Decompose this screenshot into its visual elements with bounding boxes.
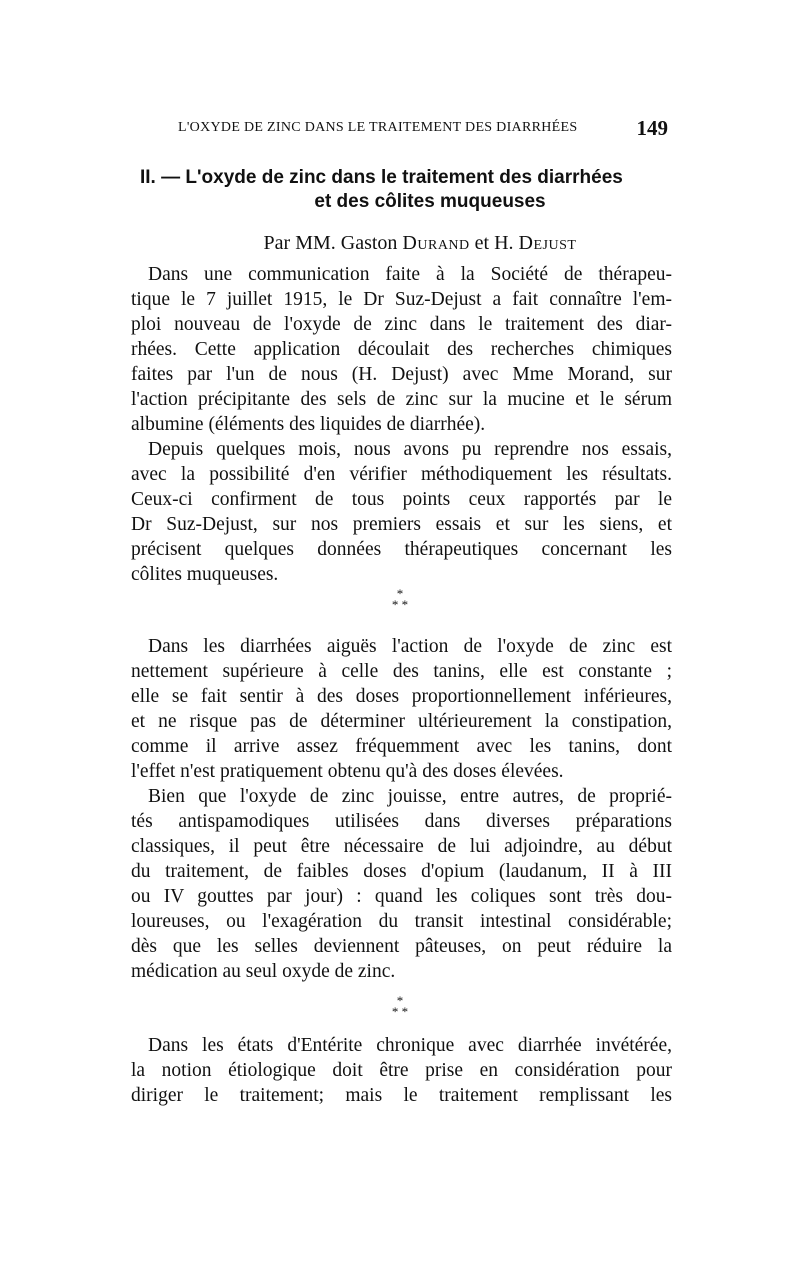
section-separator bbox=[380, 588, 420, 610]
author-name: Dejust bbox=[518, 232, 577, 254]
text-line: Dans les diarrhées aiguës l'action de l'oxyde de zinc est bbox=[148, 636, 672, 657]
article-heading bbox=[140, 166, 675, 214]
separator-star: * bbox=[396, 586, 404, 601]
paragraph bbox=[131, 262, 672, 437]
paragraph bbox=[131, 634, 672, 784]
text-line: albumine (éléments des liquides de diarrhée). bbox=[131, 414, 486, 435]
text-line: Dr Suz-Dejust, sur nos premiers essais et sur les siens, et bbox=[131, 514, 672, 535]
text-line: elle se fait sentir à des doses proportionnellement inférieures, bbox=[131, 686, 672, 707]
text-line: l'action précipitante des sels de zinc sur la mucine et le sérum bbox=[131, 389, 672, 410]
section-separator bbox=[380, 995, 420, 1017]
text-line: ou IV gouttes par jour) : quand les coliques sont très dou- bbox=[131, 886, 672, 907]
text-line: l'effet n'est pratiquement obtenu qu'à des doses élevées. bbox=[131, 761, 564, 782]
text-line: Dans les états d'Entérite chronique avec diarrhée invétérée, bbox=[148, 1035, 672, 1056]
text-line: tés antispamodiques utilisées dans diverses préparations bbox=[131, 811, 672, 832]
text-line: précisent quelques données thérapeutiques concernant les bbox=[131, 539, 672, 560]
text-line: classiques, il peut être nécessaire de lui adjoindre, au début bbox=[131, 836, 672, 857]
text-line: diriger le traitement; mais le traitement remplissant les bbox=[131, 1085, 672, 1106]
text-line: ploi nouveau de l'oxyde de zinc dans le traitement des diar- bbox=[131, 314, 672, 335]
text-line: Bien que l'oxyde de zinc jouisse, entre autres, de proprié- bbox=[148, 786, 672, 807]
text-line: la notion étiologique doit être prise en considération pour bbox=[131, 1060, 672, 1081]
text-line: Dans une communication faite à la Société de thérapeu- bbox=[148, 264, 672, 285]
running-title: L'OXYDE DE ZINC DANS LE TRAITEMENT DES DIARRHÉES bbox=[178, 120, 578, 135]
running-head bbox=[178, 116, 668, 140]
separator-stars: * * bbox=[391, 1004, 409, 1019]
heading-line: II. — L'oxyde de zinc dans le traitement des diarrhées bbox=[140, 167, 623, 188]
byline-prefix: Par MM. Gaston bbox=[263, 232, 398, 254]
text-line: rhées. Cette application découlait des recherches chimiques bbox=[131, 339, 672, 360]
text-line: Ceux-ci confirment de tous points ceux rapportés par le bbox=[131, 489, 672, 510]
text-line: et ne risque pas de déterminer ultérieurement la constipation, bbox=[131, 711, 672, 732]
separator-stars: * * bbox=[391, 597, 409, 612]
byline bbox=[0, 232, 800, 255]
author-name: Durand bbox=[402, 232, 470, 254]
text-line: faites par l'un de nous (H. Dejust) avec Mme Morand, sur bbox=[131, 364, 672, 385]
text-line: Depuis quelques mois, nous avons pu reprendre nos essais, bbox=[148, 439, 672, 460]
separator-star: * bbox=[396, 993, 404, 1008]
text-line: avec la possibilité d'en vérifier méthodiquement les résultats. bbox=[131, 464, 672, 485]
text-line: du traitement, de faibles doses d'opium (laudanum, II à III bbox=[131, 861, 672, 882]
paragraph bbox=[131, 1033, 672, 1108]
text-line: tique le 7 juillet 1915, le Dr Suz-Dejust a fait connaître l'em- bbox=[131, 289, 672, 310]
page-number: 149 bbox=[636, 116, 668, 140]
text-line: comme il arrive assez fréquemment avec les tanins, dont bbox=[131, 736, 672, 757]
text-line: dès que les selles deviennent pâteuses, on peut réduire la bbox=[131, 936, 672, 957]
text-line: nettement supérieure à celle des tanins, elle est constante ; bbox=[131, 661, 672, 682]
text-line: côlites muqueuses. bbox=[131, 564, 279, 585]
text-line: médication au seul oxyde de zinc. bbox=[131, 961, 396, 982]
byline-conjunction: et H. bbox=[474, 232, 514, 254]
paragraph bbox=[131, 784, 672, 984]
paragraph bbox=[131, 437, 672, 587]
heading-line: et des côlites muqueuses bbox=[314, 191, 546, 212]
text-line: loureuses, ou l'exagération du transit intestinal considérable; bbox=[131, 911, 672, 932]
